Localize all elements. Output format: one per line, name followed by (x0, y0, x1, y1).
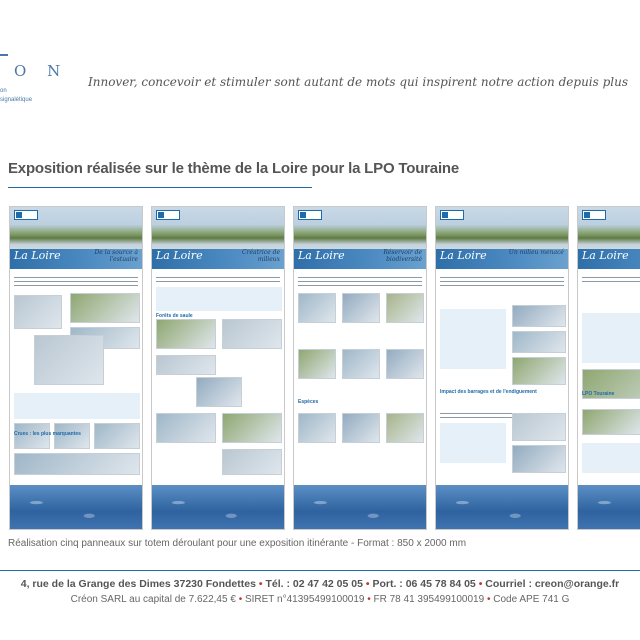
panel-photo (196, 377, 242, 407)
text-box (440, 423, 506, 463)
lpo-logo (582, 210, 606, 220)
panel-photo (94, 423, 140, 449)
lpo-logo (298, 210, 322, 220)
panel-photo (70, 293, 140, 323)
panel-photo (14, 453, 140, 475)
panel-photo (386, 349, 424, 379)
page-title: Exposition réalisée sur le thème de la Loire pour la LPO Touraine (8, 160, 460, 177)
panel-footer-water (578, 485, 640, 529)
text-line (298, 277, 422, 278)
panel-photo (512, 331, 566, 353)
panel-photo (342, 293, 380, 323)
panel-photo (156, 319, 216, 349)
lpo-logo (14, 210, 38, 220)
company-capital: Créon SARL au capital de 7.622,45 € (70, 594, 236, 605)
vat: FR 78 41 395499100019 (373, 594, 485, 605)
panel-title: La Loire (440, 249, 487, 262)
panel-photo (222, 449, 282, 475)
address: 4, rue de la Grange des Dimes 37230 Fondettes (20, 578, 256, 590)
panel-photo (512, 445, 566, 473)
lpo-logo (440, 210, 464, 220)
panel-photo (386, 413, 424, 443)
panel-photo (342, 413, 380, 443)
panel-section-heading: Impact des barrages et de l'endiguement (440, 389, 537, 395)
brand-logo-line: signalétique (0, 97, 33, 103)
contact-line (0, 578, 640, 590)
separator: • (367, 594, 374, 605)
text-line (14, 277, 138, 278)
separator: • (486, 594, 494, 605)
panel-footer-water (436, 485, 568, 529)
panel-photo (34, 335, 104, 385)
text-box (440, 309, 506, 369)
siret: SIRET n°41395499100019 (244, 594, 365, 605)
phone: Tél. : 02 47 42 05 05 (265, 578, 363, 590)
panel-title: La Loire (582, 249, 629, 262)
panel-subtitle: Réservoir de biodiversité (383, 249, 422, 263)
panel-section-heading: LPO Touraine (582, 391, 615, 397)
logo-mark (0, 54, 8, 56)
text-line (298, 285, 422, 286)
exhibit-panel (151, 206, 285, 530)
footer-divider (0, 570, 640, 571)
separator: • (238, 594, 245, 605)
text-line (298, 281, 422, 282)
panel-section-heading: Espèces (298, 399, 319, 405)
panel-photo (342, 349, 380, 379)
panel-photo (156, 413, 216, 443)
legal-line (0, 594, 640, 605)
panel-footer-water (152, 485, 284, 529)
panel-subtitle: Un milieu menacé (508, 249, 564, 256)
panel-title: La Loire (298, 249, 345, 262)
panel-body (156, 273, 280, 485)
brand-logo-line: on (0, 88, 7, 94)
text-line (14, 281, 138, 282)
text-box (14, 393, 140, 419)
exhibit-panel (435, 206, 569, 530)
mobile: Port. : 06 45 78 84 05 (372, 578, 476, 590)
panel-body (582, 273, 640, 485)
title-divider (8, 187, 312, 188)
panel-body (298, 273, 422, 485)
panel-title: La Loire (156, 249, 203, 262)
panel-subtitle: Créatrice de milieux (242, 249, 280, 263)
panel-photo (222, 319, 282, 349)
panel-photo (582, 409, 640, 435)
panel-photo (298, 349, 336, 379)
text-box (582, 443, 640, 473)
panel-photo (298, 293, 336, 323)
email: Courriel : creon@orange.fr (485, 578, 620, 590)
panel-photo (512, 305, 566, 327)
panel-subtitle: De la source à l'estuaire (94, 249, 138, 263)
separator: • (258, 578, 266, 590)
text-line (156, 277, 280, 278)
text-line (14, 285, 138, 286)
separator: • (478, 578, 486, 590)
text-line (582, 277, 640, 278)
text-line (156, 281, 280, 282)
panel-photo (156, 355, 216, 375)
panel-photo (14, 295, 62, 329)
brand-logo: O N (14, 62, 69, 80)
panel-section-heading: Crues : les plus marquantes (14, 431, 81, 437)
panel-footer-water (10, 485, 142, 529)
panel-photo (222, 413, 282, 443)
text-line (440, 281, 564, 282)
panel-photo (512, 413, 566, 441)
text-line (440, 285, 564, 286)
panel-photo (512, 357, 566, 385)
text-line (440, 277, 564, 278)
ape-code: Code APE 741 G (493, 594, 570, 605)
exhibit-panel (577, 206, 640, 530)
panel-body (440, 273, 564, 485)
panel-footer-water (294, 485, 426, 529)
panel-title: La Loire (14, 249, 61, 262)
exhibit-panel (293, 206, 427, 530)
panel-body (14, 273, 138, 485)
lpo-logo (156, 210, 180, 220)
separator: • (365, 578, 373, 590)
panel-section-heading: Forêts de saule (156, 313, 193, 319)
text-box (582, 313, 640, 363)
tagline: Innover, concevoir et stimuler sont autant de mots qui inspirent notre action depuis plus (88, 75, 629, 89)
caption: Réalisation cinq panneaux sur totem déroulant pour une exposition itinérante - Format : 850 x 2000 mm (8, 538, 467, 549)
exhibit-panel (9, 206, 143, 530)
text-box (156, 287, 282, 311)
text-line (582, 281, 640, 282)
panel-photo (386, 293, 424, 323)
panel-photo (298, 413, 336, 443)
